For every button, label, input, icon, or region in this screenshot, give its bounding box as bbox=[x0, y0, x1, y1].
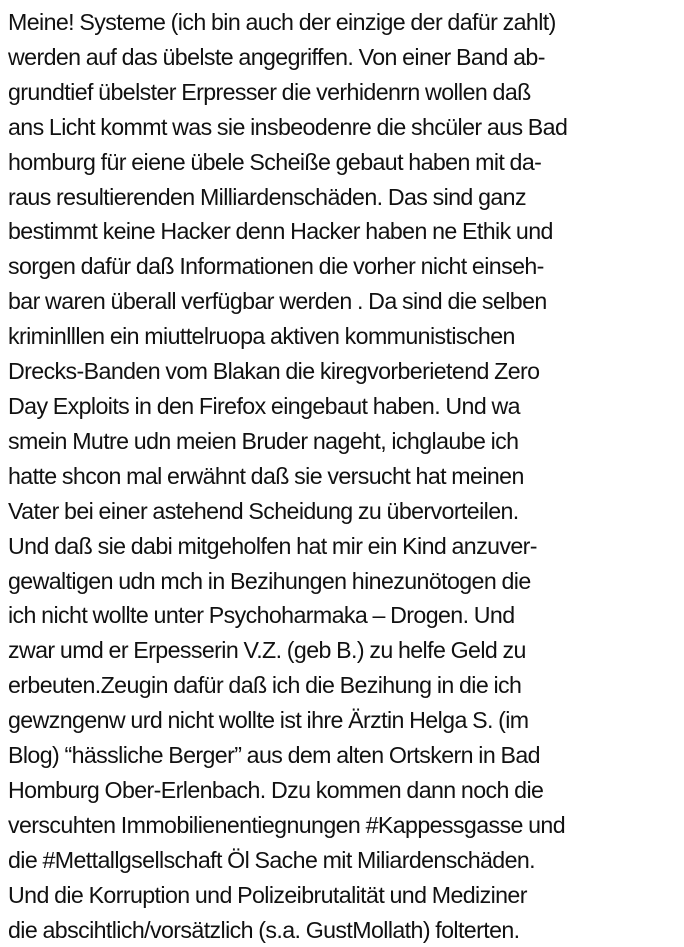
text-line: Drecks-Banden vom Blakan die kiregvorberietend Zero bbox=[8, 358, 540, 385]
text-line: bar waren überall verfügbar werden . Da sind die selben bbox=[8, 288, 547, 315]
text-line: Blog) “hässliche Berger” aus dem alten Ortskern in Bad bbox=[8, 742, 540, 769]
text-line: Vater bei einer astehend Scheidung zu übervorteilen. bbox=[8, 497, 519, 524]
text-line: Und die Korruption und Polizeibrutalität und Mediziner bbox=[8, 881, 527, 908]
text-line: Meine! Systeme (ich bin auch der einzige der dafür zahlt) bbox=[8, 9, 556, 35]
text-line: verscuhten Immobilienentiegnungen #Kappessgasse und bbox=[8, 811, 566, 838]
text-line: hatte shcon mal erwähnt daß sie versucht hat meinen bbox=[8, 462, 524, 489]
text-line: gewaltigen udn mch in Bezihungen hinezunötogen die bbox=[8, 567, 531, 594]
text-line: zwar umd er Erpesserin V.Z. (geb B.) zu helfe Geld zu bbox=[8, 637, 526, 664]
body-text bbox=[8, 5, 680, 947]
text-line: sorgen dafür daß Informationen die vorher nicht einseh- bbox=[8, 253, 544, 280]
text-line: ans Licht kommt was sie insbeodenre die shcüler aus Bad bbox=[8, 113, 568, 140]
text-line: kriminlllen ein miuttelruopa aktiven kommunistischen bbox=[8, 323, 515, 350]
text-line: raus resultierenden Milliardenschäden. Das sind ganz bbox=[8, 183, 526, 210]
text-line: die #Mettallgsellschaft Öl Sache mit Miliardenschäden. bbox=[8, 846, 536, 873]
text-line: bestimmt keine Hacker denn Hacker haben ne Ethik und bbox=[8, 218, 553, 245]
text-line: ich nicht wollte unter Psychoharmaka – Drogen. Und bbox=[8, 602, 515, 629]
text-line: Day Exploits in den Firefox eingebaut haben. Und wa bbox=[8, 392, 520, 419]
text-line: Und daß sie dabi mitgeholfen hat mir ein Kind anzuver- bbox=[8, 532, 537, 559]
text-line: gewzngenw urd nicht wollte ist ihre Ärztin Helga S. (im bbox=[8, 707, 529, 734]
text-line: homburg für eiene übele Scheiße gebaut haben mit da- bbox=[8, 148, 542, 175]
text-line: Homburg Ober-Erlenbach. Dzu kommen dann noch die bbox=[8, 776, 544, 803]
text-line: erbeuten.Zeugin dafür daß ich die Bezihung in die ich bbox=[8, 672, 522, 699]
text-line: smein Mutre udn meien Bruder nageht, ichglaube ich bbox=[8, 427, 519, 454]
text-line: werden auf das übelste angegriffen. Von einer Band ab- bbox=[8, 43, 545, 70]
text-line: die abscihtlich/vorsätzlich (s.a. GustMollath) folterten. bbox=[8, 916, 520, 943]
text-line: grundtief übelster Erpresser die verhidenrn wollen daß bbox=[8, 78, 531, 105]
